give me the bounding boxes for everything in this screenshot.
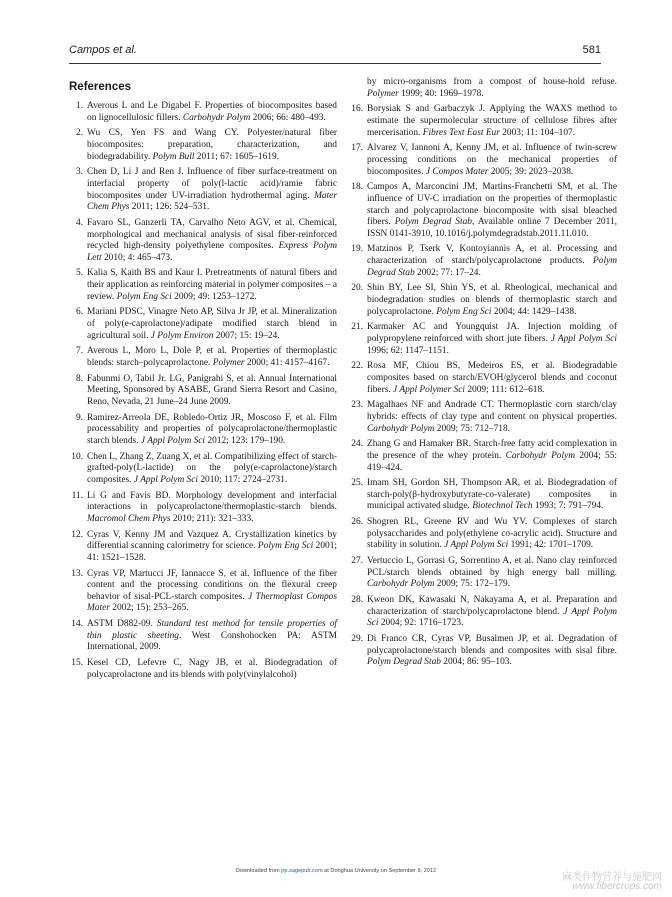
reference-text: Ramirez-Arreola DE, Robledo-Ortiz JR, Moscoso F, et al. Film processability and properties of polycaprolactone/thermoplastic starch blends. (87, 412, 337, 446)
reference-item (349, 556, 617, 591)
reference-text: Magalhaes NF and Andrade CT. Thermoplastic corn starch/clay hybrids: effects of clay type and content on physical properties. (367, 400, 617, 422)
reference-number: 10. (71, 451, 83, 462)
right-column (349, 77, 617, 673)
reference-details: 2006; 66: 480–493. (250, 112, 326, 123)
reference-text: Vertuccio L, Gorrasi G, Sorrentino A, et al. Nano clay reinforced PCL/starch blends obtained by high energy ball milling. (367, 556, 617, 578)
reference-details: 1991; 42: 1701–1709. (508, 540, 594, 551)
reference-details: 2004; 44: 1429–1438. (491, 306, 577, 317)
reference-journal: J Thermoplast Compos Mater (87, 591, 338, 614)
reference-journal: Carbohydr Polym (505, 450, 576, 461)
reference-number: 23. (351, 400, 363, 411)
footer-suffix: at Donghua University on September 9, 2012 (322, 868, 437, 874)
reference-number: 28. (351, 595, 363, 606)
reference-text: Cyras V, Kenny JM and Vazquez A. Crystallization kinetics by differential scanning calorimetry for science. (87, 529, 337, 552)
reference-item (349, 478, 617, 513)
reference-item (349, 634, 617, 669)
reference-journal: J Compos Mater (425, 166, 489, 177)
page-header (69, 44, 601, 60)
reference-text: Fabunmi O, Tabil Jr. LG, Panigrahi S, et al. Annual International Meeting, Sponsored by ASABE, Grand Sierra Resort and Casino, Reno, Nevada, 21 June–24 June 2009. (87, 373, 337, 407)
reference-text: Rosa MF, Chiou BS, Medeiros ES, et al. Biodegradable composites based on starch/EVOH/glycerol blends and coconut fibers. (367, 361, 617, 395)
reference-details: 2004; 92: 1716–1723. (378, 618, 464, 629)
reference-continuation (349, 77, 617, 100)
reference-number: 26. (351, 517, 363, 528)
reference-text: Imam SH, Gordon SH, Thompson AR, et al. Biodegradation of starch-poly(β-hydroxybutyrate-co-valerate) composites in municipal activated sludge. (367, 478, 617, 512)
reference-item (69, 167, 337, 213)
reference-journal: Carbohydr Polym (367, 579, 435, 590)
reference-details: 2009; 49: 1253–1272. (171, 291, 257, 302)
reference-item (69, 218, 337, 264)
reference-journal: Mater Chem Phys (87, 190, 337, 213)
reference-item (349, 439, 617, 474)
reference-number: 6. (75, 307, 83, 318)
reference-journal: Polym Eng Sci (257, 541, 314, 552)
reference-journal: J Polym Environ (150, 330, 214, 341)
reference-text: Zhang G and Hamaker BR. Starch-free fatty acid complexation in the presence of the whey protein. (367, 439, 617, 461)
reference-item (69, 491, 337, 526)
reference-number: 16. (351, 104, 363, 115)
reference-journal: J Appl Polym Sci (444, 540, 509, 551)
reference-text: Karmaker AC and Youngquist JA. Injection molding of polypropylene reinforced with short jute fibers. (367, 322, 617, 344)
watermark-chinese: 麻类作物营养与施肥网 (562, 872, 662, 883)
reference-item (69, 101, 337, 124)
section-heading: References (69, 81, 132, 93)
reference-number: 24. (351, 439, 363, 450)
reference-journal: Fibres Text East Eur (422, 127, 500, 138)
reference-number: 1. (75, 101, 83, 111)
reference-text: Kesel CD, Lefevre C, Nagy JB, et al. Biodegradation of polycaprolactone and its blends with poly(vinylalcohol) (87, 658, 337, 680)
reference-details: 2009; 75: 172–179. (434, 579, 510, 590)
reference-number: 22. (351, 361, 363, 372)
reference-item (349, 400, 617, 435)
reference-number: 17. (351, 143, 363, 154)
footer-link[interactable]: jrp.sagepub.com (281, 868, 323, 874)
reference-details: 2010; 117: 2724–2731. (198, 474, 288, 485)
reference-text: Shogren RL, Greene RV and Wu YV. Complexes of starch polysaccharides and poly(ethylene co-acrylic acid). Structure and stability in solution. (367, 517, 617, 551)
reference-item (349, 322, 617, 357)
reference-details: 2001; 41: 1521–1528. (87, 541, 337, 563)
reference-details: 2004; 86: 95–103. (440, 657, 512, 668)
reference-journal: Polymer (367, 88, 399, 99)
left-column (69, 77, 337, 686)
reference-text: Li G and Favis BD. Morphology development and interfacial interactions in polycaprolactone/thermoplastic-starch blends. (87, 490, 337, 513)
reference-number: 25. (351, 478, 363, 489)
reference-item (69, 268, 337, 303)
reference-details: 2010; 4: 465–473. (101, 252, 173, 263)
reference-details: 2010; 211): 321–333. (170, 513, 254, 524)
reference-details: 2012; 123: 179–190. (205, 435, 286, 446)
reference-journal: J Appl Polym Sci (550, 334, 617, 344)
reference-number: 5. (75, 268, 83, 279)
reference-item (349, 244, 617, 279)
reference-journal: Biotechnol Tech (472, 501, 533, 512)
reference-number: 12. (71, 529, 83, 540)
reference-number: 7. (75, 346, 83, 357)
page-number: 581 (582, 44, 601, 56)
reference-journal: Polym Eng Sci (116, 291, 172, 302)
reference-journal: Polym Degrad Stab (394, 217, 472, 228)
reference-journal: Polym Degrad Stab (367, 256, 617, 278)
reference-details: 2004; 55: 419–424. (367, 450, 617, 473)
reference-journal: Express Polym Lett (87, 241, 337, 263)
reference-text: ASTM D882-09. (87, 619, 157, 630)
reference-number: 27. (351, 556, 363, 567)
reference-details: 1993; 7: 791–794. (532, 501, 604, 512)
reference-text: Wu CS, Yen FS and Wang CY. Polyester/natural fiber biocomposites: preparation, characterization, and biodegradability. (87, 128, 337, 162)
reference-item (69, 307, 337, 342)
reference-number: 20. (351, 283, 363, 294)
reference-journal: Carbohydr Polym (367, 423, 435, 434)
reference-number: 3. (75, 167, 83, 178)
reference-details: 2009; 111: 612–618. (465, 384, 545, 395)
reference-number: 29. (351, 634, 363, 645)
reference-item (349, 182, 617, 240)
reference-item (69, 569, 337, 615)
reference-journal: J Appl Polym Sci (133, 474, 199, 485)
reference-details: 1999; 40: 1969–1978. (398, 88, 484, 99)
reference-number: 13. (71, 568, 83, 579)
reference-number: 15. (71, 658, 83, 669)
reference-text: Alvarez V, Iannoni A, Kenny JM, et al. Influence of twin-screw processing conditions on the mechanical properties of biocomposites. (367, 143, 617, 177)
reference-details: 2005; 39: 2023–2038. (488, 166, 574, 177)
reference-journal: Polym Eng Sci (436, 306, 492, 317)
reference-item (349, 104, 617, 139)
reference-text: Averous L and Le Digabel F. Properties of biocomposites based on lignocellulosic fillers. (87, 101, 337, 123)
reference-text: Campos A, Marconcini JM, Martins-Franchetti SM, et al. The influence of UV-C irradiation on the properties of thermoplastic starch and polycaprolactone biocomposite with sisal bleached fibers. (367, 182, 617, 228)
reference-details: 1996; 62: 1147–1151. (367, 345, 449, 356)
reference-item (349, 283, 617, 318)
reference-number: 18. (351, 182, 363, 193)
reference-text: Chen L, Zhang Z, Zuang X, et al. Compatibilizing effect of starch-grafted-poly(L-lactide) on the poly(e-caprolactone)/starch composites. (87, 451, 338, 485)
reference-details: 2011; 67: 1605–1619. (194, 151, 280, 162)
reference-text: Matzinos P, Tserk V, Kontoyiannis A, et al. Processing and characterization of starch/polycaprolactone products. (367, 244, 617, 267)
reference-text: Shin BY, Lee SI, Shin YS, et al. Rheological, mechanical and biodegradation studies on blends of thermoplastic starch and polycaprolactone. (367, 283, 617, 317)
reference-item (349, 517, 617, 552)
header-rule (69, 63, 601, 64)
reference-item (349, 361, 617, 396)
reference-details: 2002; 15): 253–265. (109, 603, 189, 614)
reference-details: 2002; 77: 17–24. (414, 267, 481, 278)
reference-item (69, 530, 337, 565)
reference-text: by micro-organisms from a compost of house-hold refuse. (367, 77, 617, 87)
reference-item (69, 619, 337, 654)
reference-item (69, 658, 337, 681)
reference-item (69, 374, 337, 409)
reference-details: . West Conshohocken PA: ASTM International, 2009. (87, 630, 337, 653)
reference-text: Kweon DK, Kawasaki N, Nakayama A, et al. Preparation and characterization of starch/polycaprolactone blend. (367, 595, 617, 617)
reference-number: 9. (75, 412, 83, 423)
reference-details: 2003; 11: 104–107. (499, 127, 576, 138)
reference-journal: Macromol Chem Phys (87, 513, 171, 524)
reference-text: Chen D, Li J and Ren J. Influence of fiber surface-treatment on interfacial property of poly(l-lactic acid)/ramie fabric biocomposites under UV-irradiation hydrothermal aging. (87, 167, 337, 201)
reference-journal: Polym Degrad Stab (367, 657, 441, 668)
footer-prefix: Downloaded from (235, 868, 282, 874)
running-head: Campos et al. (69, 44, 137, 56)
reference-details: , Available online 7 December 2011, ISSN 0141-3910, 10.1016/j.polymdegradstab.2011.11.010. (367, 217, 617, 239)
reference-item (349, 595, 617, 630)
reference-journal: Carbohydr Polym (182, 112, 251, 123)
watermark-url: www.fibercrops.com (572, 881, 662, 892)
reference-item (69, 346, 337, 369)
reference-item (69, 452, 337, 487)
reference-number: 4. (75, 217, 83, 228)
reference-number: 19. (351, 244, 363, 255)
reference-journal: J Appl Polym Sci (367, 606, 617, 629)
reference-text: Di Franco CR, Cyras VP, Busalmen JP, et al. Degradation of polycaprolactone/starch blends and composites with sisal fibre. (367, 634, 617, 656)
reference-details: 2009; 75: 712–718. (434, 423, 510, 434)
reference-text: Kalia S, Kaith BS and Kaur I. Pretreatments of natural fibers and their application as reinforcing material in polymer composites – a review. (87, 268, 337, 302)
reference-number: 21. (351, 322, 363, 333)
reference-journal: J Appl Polym Sci (140, 435, 206, 446)
reference-details: 2011; 126: 524–531. (129, 202, 210, 213)
reference-number: 8. (75, 373, 83, 384)
reference-journal: Standard test method for tensile properties of thin plastic sheeting (87, 619, 337, 641)
reference-journal: Polym Bull (152, 151, 195, 162)
reference-number: 14. (71, 619, 83, 630)
reference-item (69, 413, 337, 448)
reference-number: 2. (75, 128, 83, 139)
reference-text: Borysiak S and Garbaczyk J. Applying the WAXS method to estimate the supermolecular structure of cellulose fibres after mercerisation. (367, 104, 617, 138)
reference-journal: J Appl Polymer Sci (393, 384, 465, 395)
reference-number: 11. (71, 490, 83, 501)
reference-journal: Polymer (212, 358, 245, 368)
reference-item (349, 143, 617, 178)
reference-details: 2000; 41: 4157–4167. (244, 358, 330, 368)
reference-item (69, 128, 337, 163)
reference-text: Cyras VP, Martucci JF, Iannacce S, et al. Influence of the fiber content and the processing conditions on the flexural creep behavior of sisal-PCL-starch composites. (87, 568, 337, 602)
reference-text: Averous L, Moro L, Dole P, et al. Properties of thermoplastic blends: starch–polycaprolactone. (87, 346, 337, 368)
reference-text: Mariani PDSC, Vinagre Neto AP, Silva Jr JP, et al. Mineralization of poly(e-caprolactone)/adipate modified starch blend in agricultural soil. (87, 307, 337, 341)
reference-text: Favaro SL, Ganzerli TA, Carvalho Neto AGV, et al. Chemical, morphological and mechanical analysis of sisal fiber-reinforced recycled high-density polyethylene composites. (87, 217, 337, 252)
reference-details: 2007; 15: 19–24. (213, 330, 280, 341)
